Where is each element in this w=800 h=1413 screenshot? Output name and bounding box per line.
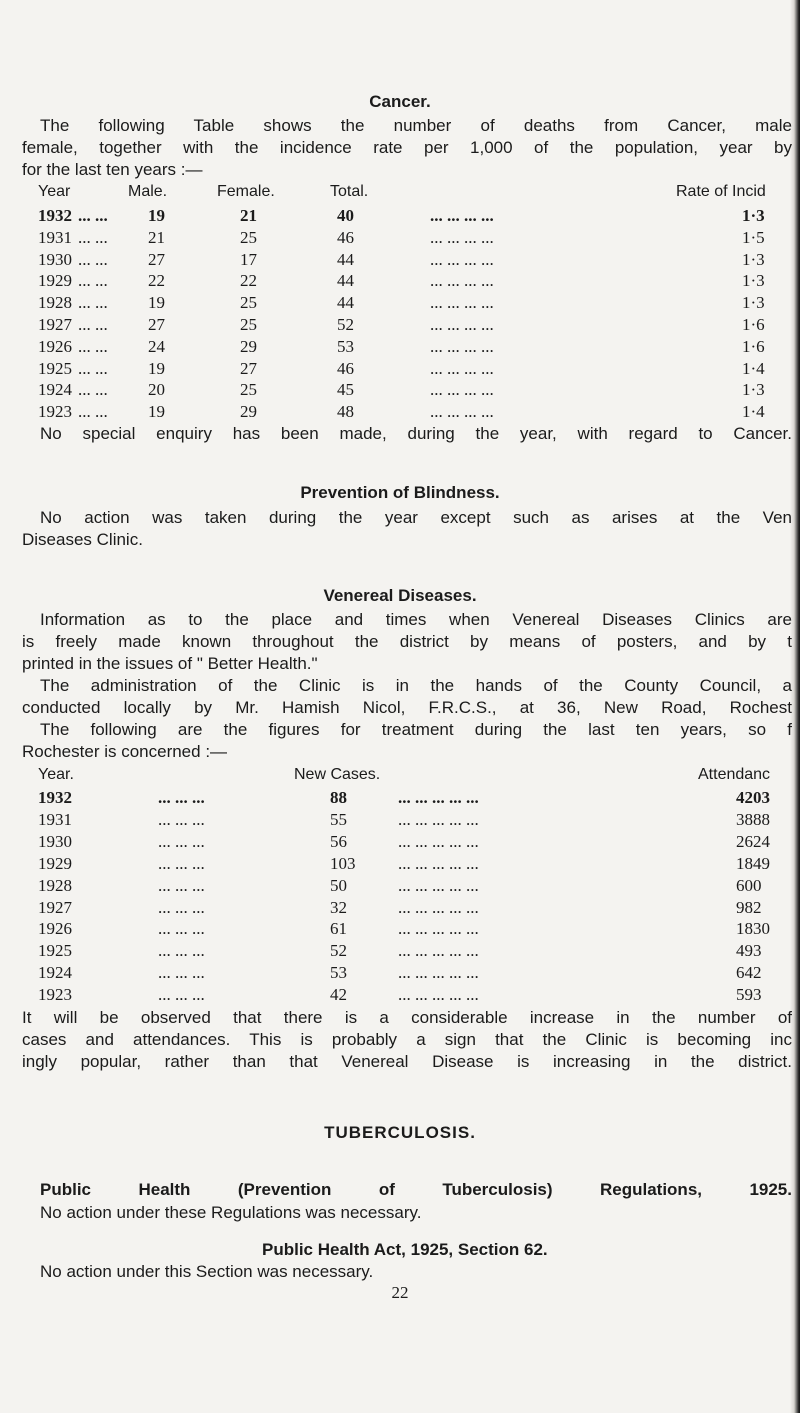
cancer-header-female: Female. bbox=[217, 183, 275, 200]
cancer-table-row bbox=[0, 271, 800, 291]
cancer-table-row bbox=[0, 380, 800, 400]
cancer-cell-year: 1924 bbox=[38, 380, 72, 400]
cancer-leader-dots: ... ... bbox=[78, 380, 108, 400]
cancer-leader-dots: ... ... bbox=[78, 271, 108, 291]
cancer-cell-rate: 1·3 bbox=[742, 380, 765, 400]
cancer-leader-dots: ... ... bbox=[78, 206, 108, 225]
venereal-cell-new-cases: 61 bbox=[330, 919, 347, 939]
venereal-cell-new-cases: 55 bbox=[330, 809, 347, 829]
tb-regulations-heading: Public Health (Prevention of Tuberculosis) Regulations, 1925. bbox=[40, 1180, 792, 1199]
venereal-leader-dots: ... ... ... ... ... bbox=[398, 809, 479, 829]
cancer-intro-line-3: for the last ten years :— bbox=[22, 160, 203, 179]
cancer-cell-total: 52 bbox=[337, 315, 354, 334]
cancer-cell-male: 19 bbox=[148, 206, 165, 225]
venereal-para2-line-1: The administration of the Clinic is in the hands of the County Council, a bbox=[40, 676, 792, 695]
cancer-table-row bbox=[0, 250, 800, 270]
venereal-cell-year: 1925 bbox=[38, 941, 72, 961]
venereal-cell-year: 1931 bbox=[38, 809, 72, 829]
cancer-cell-year: 1931 bbox=[38, 227, 72, 247]
cancer-cell-total: 44 bbox=[337, 271, 354, 291]
venereal-cell-new-cases: 50 bbox=[330, 875, 347, 895]
venereal-cell-new-cases: 56 bbox=[330, 831, 347, 851]
venereal-leader-dots: ... ... ... bbox=[158, 788, 205, 807]
cancer-cell-female: 25 bbox=[240, 227, 257, 247]
cancer-cell-male: 27 bbox=[148, 249, 165, 269]
cancer-leader-dots: ... ... ... ... bbox=[430, 336, 494, 356]
cancer-cell-male: 20 bbox=[148, 380, 165, 400]
cancer-cell-male: 24 bbox=[148, 336, 165, 356]
cancer-leader-dots: ... ... ... ... bbox=[430, 402, 494, 422]
cancer-cell-female: 25 bbox=[240, 315, 257, 334]
venereal-leader-dots: ... ... ... bbox=[158, 809, 205, 829]
blindness-text-line-1: No action was taken during the year except such as arises at the Ven bbox=[40, 508, 792, 527]
venereal-cell-new-cases: 32 bbox=[330, 897, 347, 917]
venereal-header-new-cases: New Cases. bbox=[294, 766, 381, 783]
cancer-cell-year: 1925 bbox=[38, 358, 72, 378]
cancer-cell-female: 25 bbox=[240, 380, 257, 400]
venereal-cell-attendances: 4203 bbox=[736, 788, 770, 807]
venereal-table-row bbox=[0, 898, 800, 918]
venereal-table-header bbox=[0, 766, 800, 786]
cancer-cell-female: 21 bbox=[240, 206, 257, 225]
cancer-cell-total: 46 bbox=[337, 227, 354, 247]
cancer-cell-year: 1923 bbox=[38, 402, 72, 422]
venereal-para3-line-2: Rochester is concerned :— bbox=[22, 742, 228, 761]
venereal-cell-year: 1932 bbox=[38, 788, 72, 807]
venereal-cell-new-cases: 88 bbox=[330, 788, 347, 807]
venereal-leader-dots: ... ... ... ... ... bbox=[398, 788, 479, 807]
venereal-cell-year: 1927 bbox=[38, 897, 72, 917]
venereal-leader-dots: ... ... ... bbox=[158, 985, 205, 1005]
venereal-conclusion-line-3: ingly popular, rather than that Venereal Disease is increasing in the district. bbox=[22, 1052, 792, 1071]
venereal-cell-attendances: 642 bbox=[736, 963, 762, 983]
tb-act-heading: Public Health Act, 1925, Section 62. bbox=[262, 1240, 548, 1259]
venereal-conclusion-line-2: cases and attendances. This is probably a sign that the Clinic is becoming inc bbox=[22, 1030, 792, 1049]
venereal-cell-attendances: 600 bbox=[736, 875, 762, 895]
cancer-leader-dots: ... ... bbox=[78, 358, 108, 378]
venereal-table-row bbox=[0, 810, 800, 830]
cancer-cell-year: 1929 bbox=[38, 271, 72, 291]
cancer-intro-line-1: The following Table shows the number of deaths from Cancer, male bbox=[40, 116, 792, 135]
venereal-leader-dots: ... ... ... ... ... bbox=[398, 941, 479, 961]
venereal-cell-year: 1926 bbox=[38, 919, 72, 939]
cancer-header-year: Year bbox=[38, 183, 71, 200]
cancer-cell-male: 19 bbox=[148, 402, 165, 422]
cancer-cell-female: 29 bbox=[240, 336, 257, 356]
venereal-table-row bbox=[0, 941, 800, 961]
venereal-cell-year: 1930 bbox=[38, 831, 72, 851]
venereal-leader-dots: ... ... ... bbox=[158, 963, 205, 983]
venereal-cell-year: 1923 bbox=[38, 985, 72, 1005]
venereal-header-year: Year. bbox=[38, 766, 74, 783]
cancer-cell-rate: 1·3 bbox=[742, 249, 765, 269]
cancer-cell-rate: 1·4 bbox=[742, 358, 765, 378]
cancer-cell-total: 48 bbox=[337, 402, 354, 422]
cancer-cell-total: 46 bbox=[337, 358, 354, 378]
venereal-para3-line-1: The following are the figures for treatment during the last ten years, so f bbox=[40, 720, 792, 739]
cancer-cell-rate: 1·3 bbox=[742, 293, 765, 313]
venereal-cell-new-cases: 103 bbox=[330, 853, 356, 873]
cancer-cell-year: 1930 bbox=[38, 249, 72, 269]
page-number: 22 bbox=[391, 1283, 409, 1302]
cancer-table-row bbox=[0, 293, 800, 313]
venereal-leader-dots: ... ... ... ... ... bbox=[398, 831, 479, 851]
cancer-leader-dots: ... ... bbox=[78, 402, 108, 422]
cancer-leader-dots: ... ... ... ... bbox=[430, 315, 494, 334]
venereal-cell-attendances: 2624 bbox=[736, 831, 770, 851]
cancer-heading: Cancer. bbox=[369, 92, 431, 111]
cancer-cell-male: 19 bbox=[148, 293, 165, 313]
venereal-leader-dots: ... ... ... bbox=[158, 919, 205, 939]
cancer-cell-female: 17 bbox=[240, 249, 257, 269]
cancer-table-row bbox=[0, 206, 800, 226]
venereal-leader-dots: ... ... ... ... ... bbox=[398, 897, 479, 917]
venereal-cell-new-cases: 42 bbox=[330, 985, 347, 1005]
cancer-cell-male: 27 bbox=[148, 315, 165, 334]
cancer-cell-female: 25 bbox=[240, 293, 257, 313]
cancer-cell-total: 53 bbox=[337, 336, 354, 356]
tb-act-text: No action under this Section was necessary. bbox=[40, 1262, 374, 1281]
venereal-table-row bbox=[0, 963, 800, 983]
venereal-para2-line-2: conducted locally by Mr. Hamish Nicol, F.R.C.S., at 36, New Road, Rochest bbox=[22, 698, 792, 717]
venereal-cell-new-cases: 53 bbox=[330, 963, 347, 983]
cancer-leader-dots: ... ... bbox=[78, 315, 108, 334]
cancer-cell-year: 1927 bbox=[38, 315, 72, 334]
cancer-cell-female: 22 bbox=[240, 271, 257, 291]
venereal-cell-new-cases: 52 bbox=[330, 941, 347, 961]
venereal-cell-year: 1924 bbox=[38, 963, 72, 983]
tb-regulations-text: No action under these Regulations was necessary. bbox=[40, 1203, 422, 1222]
cancer-cell-rate: 1·5 bbox=[742, 227, 765, 247]
cancer-cell-female: 27 bbox=[240, 358, 257, 378]
cancer-cell-rate: 1·6 bbox=[742, 315, 765, 334]
venereal-para1-line-3: printed in the issues of " Better Health." bbox=[22, 654, 318, 673]
venereal-leader-dots: ... ... ... bbox=[158, 875, 205, 895]
venereal-para1-line-2: is freely made known throughout the district by means of posters, and by t bbox=[22, 632, 792, 651]
venereal-cell-attendances: 982 bbox=[736, 897, 762, 917]
cancer-cell-year: 1932 bbox=[38, 206, 72, 225]
cancer-header-male: Male. bbox=[128, 183, 168, 200]
cancer-leader-dots: ... ... bbox=[78, 293, 108, 313]
cancer-note: No special enquiry has been made, during the year, with regard to Cancer. bbox=[40, 424, 792, 443]
tuberculosis-heading: TUBERCULOSIS. bbox=[324, 1123, 476, 1142]
cancer-cell-total: 40 bbox=[337, 206, 354, 225]
cancer-leader-dots: ... ... ... ... bbox=[430, 358, 494, 378]
cancer-cell-total: 44 bbox=[337, 293, 354, 313]
venereal-cell-attendances: 493 bbox=[736, 941, 762, 961]
cancer-cell-rate: 1·4 bbox=[742, 402, 765, 422]
venereal-leader-dots: ... ... ... bbox=[158, 853, 205, 873]
venereal-table-row bbox=[0, 919, 800, 939]
venereal-leader-dots: ... ... ... bbox=[158, 897, 205, 917]
venereal-leader-dots: ... ... ... bbox=[158, 831, 205, 851]
venereal-table-row bbox=[0, 876, 800, 896]
venereal-leader-dots: ... ... ... bbox=[158, 941, 205, 961]
cancer-cell-year: 1926 bbox=[38, 336, 72, 356]
venereal-heading: Venereal Diseases. bbox=[323, 586, 477, 605]
venereal-table-row bbox=[0, 832, 800, 852]
cancer-table-row bbox=[0, 359, 800, 379]
venereal-header-attendances: Attendanc bbox=[698, 766, 771, 783]
cancer-cell-male: 19 bbox=[148, 358, 165, 378]
cancer-table-row bbox=[0, 228, 800, 248]
blindness-text-line-2: Diseases Clinic. bbox=[22, 530, 143, 549]
cancer-cell-rate: 1·6 bbox=[742, 336, 765, 356]
venereal-leader-dots: ... ... ... ... ... bbox=[398, 853, 479, 873]
venereal-conclusion-line-1: It will be observed that there is a considerable increase in the number of bbox=[22, 1008, 792, 1027]
venereal-table-row bbox=[0, 788, 800, 808]
venereal-leader-dots: ... ... ... ... ... bbox=[398, 985, 479, 1005]
cancer-header-rate: Rate of Incid bbox=[676, 183, 766, 200]
venereal-cell-attendances: 3888 bbox=[736, 809, 770, 829]
cancer-leader-dots: ... ... bbox=[78, 336, 108, 356]
cancer-cell-female: 29 bbox=[240, 402, 257, 422]
venereal-leader-dots: ... ... ... ... ... bbox=[398, 919, 479, 939]
cancer-leader-dots: ... ... ... ... bbox=[430, 206, 494, 225]
venereal-cell-year: 1929 bbox=[38, 853, 72, 873]
cancer-leader-dots: ... ... ... ... bbox=[430, 271, 494, 291]
cancer-table-row bbox=[0, 402, 800, 422]
cancer-intro-line-2: female, together with the incidence rate per 1,000 of the population, year by bbox=[22, 138, 792, 157]
cancer-header-total: Total. bbox=[330, 183, 369, 200]
cancer-leader-dots: ... ... ... ... bbox=[430, 227, 494, 247]
venereal-cell-attendances: 593 bbox=[736, 985, 762, 1005]
cancer-table-row bbox=[0, 337, 800, 357]
cancer-cell-total: 45 bbox=[337, 380, 354, 400]
cancer-cell-male: 22 bbox=[148, 271, 165, 291]
cancer-leader-dots: ... ... bbox=[78, 249, 108, 269]
cancer-cell-rate: 1·3 bbox=[742, 271, 765, 291]
venereal-cell-year: 1928 bbox=[38, 875, 72, 895]
venereal-cell-attendances: 1830 bbox=[736, 919, 770, 939]
cancer-table-row bbox=[0, 315, 800, 335]
cancer-cell-rate: 1·3 bbox=[742, 206, 765, 225]
cancer-leader-dots: ... ... ... ... bbox=[430, 249, 494, 269]
cancer-cell-total: 44 bbox=[337, 249, 354, 269]
cancer-leader-dots: ... ... ... ... bbox=[430, 293, 494, 313]
venereal-cell-attendances: 1849 bbox=[736, 853, 770, 873]
cancer-table-header bbox=[0, 183, 800, 203]
venereal-para1-line-1: Information as to the place and times when Venereal Diseases Clinics are bbox=[40, 610, 792, 629]
cancer-leader-dots: ... ... ... ... bbox=[430, 380, 494, 400]
cancer-leader-dots: ... ... bbox=[78, 227, 108, 247]
venereal-leader-dots: ... ... ... ... ... bbox=[398, 963, 479, 983]
blindness-heading: Prevention of Blindness. bbox=[300, 483, 500, 502]
venereal-leader-dots: ... ... ... ... ... bbox=[398, 875, 479, 895]
cancer-cell-year: 1928 bbox=[38, 293, 72, 313]
venereal-table-row bbox=[0, 854, 800, 874]
cancer-cell-male: 21 bbox=[148, 227, 165, 247]
venereal-table-row bbox=[0, 985, 800, 1005]
